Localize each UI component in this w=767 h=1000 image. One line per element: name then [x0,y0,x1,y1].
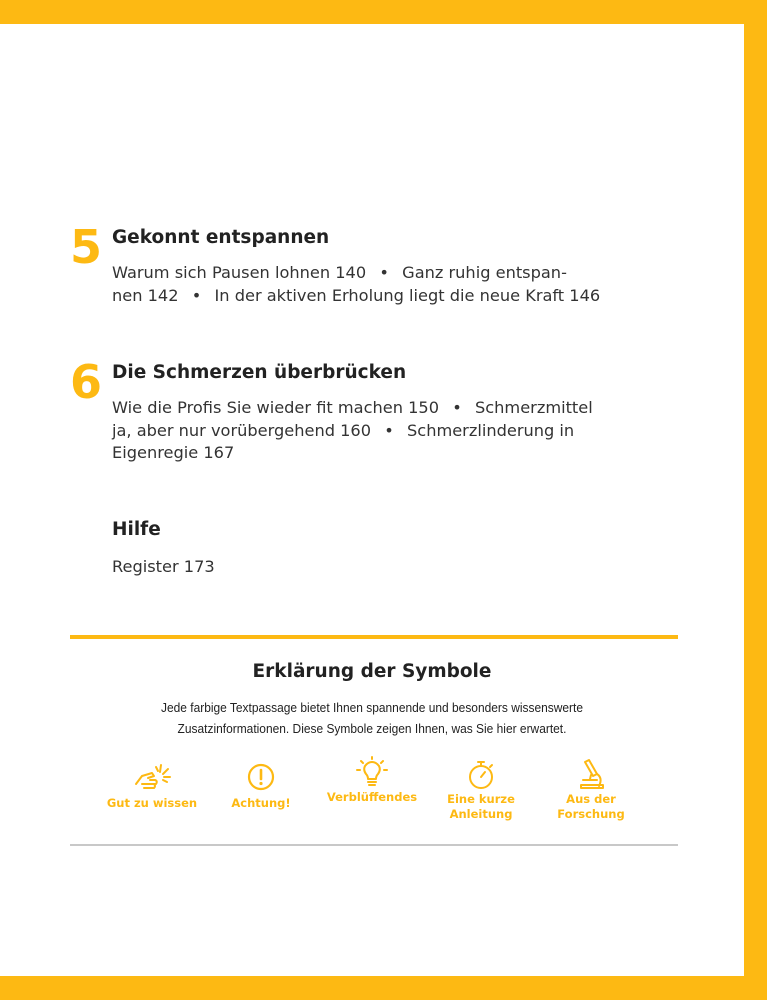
legend-title: Erklärung der Symbole [252,661,492,682]
bullet-separator: • [191,285,202,305]
contents-entry: Warum sich Pausen lohnen 140 [112,263,367,282]
chapter-number: 6 [70,355,101,409]
bullet-separator: • [452,398,462,417]
contents-line [112,420,652,443]
contents-entry: Register 173 [112,557,215,576]
symbol-verblueffendes [317,762,427,805]
stopwatch-icon [461,758,501,792]
chapter-contents [112,397,652,465]
legend-bottom-rule [70,844,678,846]
pointing-hand-icon [132,762,172,792]
exclamation-icon [241,762,281,792]
contents-entry: Eigenregie 167 [112,443,235,463]
chapter-title: Gekonnt entspannen [112,227,330,248]
symbol-label: Eine kurze Anleitung [447,792,515,821]
contents-entry: In der aktiven Erholung liegt die neue Kraft 146 [214,285,601,305]
symbol-label: Verblüffendes [326,790,418,804]
legend-description-line: Jede farbige Textpassage bietet Ihnen spannende und besonders wissenswerte [160,700,583,715]
microscope-icon [571,758,611,792]
bullet-separator: • [379,263,389,282]
symbol-eine-kurze-anleitung [426,762,536,822]
contents-line [112,442,652,465]
contents-entry: Schmerzmittel [475,398,593,417]
symbol-gut-zu-wissen [97,762,207,811]
legend-description-line: Zusatzinformationen. Diese Symbole zeigen Ihnen, was Sie hier erwartet. [177,721,567,736]
contents-entry: nen 142 [112,285,179,305]
help-title: Hilfe [112,519,161,540]
page [0,24,744,976]
bullet-separator: • [384,420,394,440]
symbol-label: Aus der Forschung [557,792,625,821]
contents-line [112,262,652,285]
legend-top-rule [70,635,678,639]
symbol-label: Achtung! [231,796,291,810]
chapter-number: 5 [70,220,101,274]
chapter-title: Die Schmerzen überbrücken [112,362,407,383]
symbol-aus-der-forschung [536,762,646,822]
symbol-achtung [206,762,316,811]
chapter-contents [112,262,652,307]
contents-line [112,397,652,420]
legend-description [30,697,714,739]
symbol-label: Gut zu wissen [106,796,198,810]
lightbulb-icon [352,756,392,790]
help-contents [112,556,652,579]
contents-entry: Wie die Profis Sie wieder fit machen 150 [112,398,439,417]
contents-entry: Schmerzlinderung in [407,420,575,440]
contents-entry: ja, aber nur vorübergehend 160 [112,420,372,440]
contents-entry: Ganz ruhig entspan- [402,263,567,282]
contents-line [112,285,652,308]
